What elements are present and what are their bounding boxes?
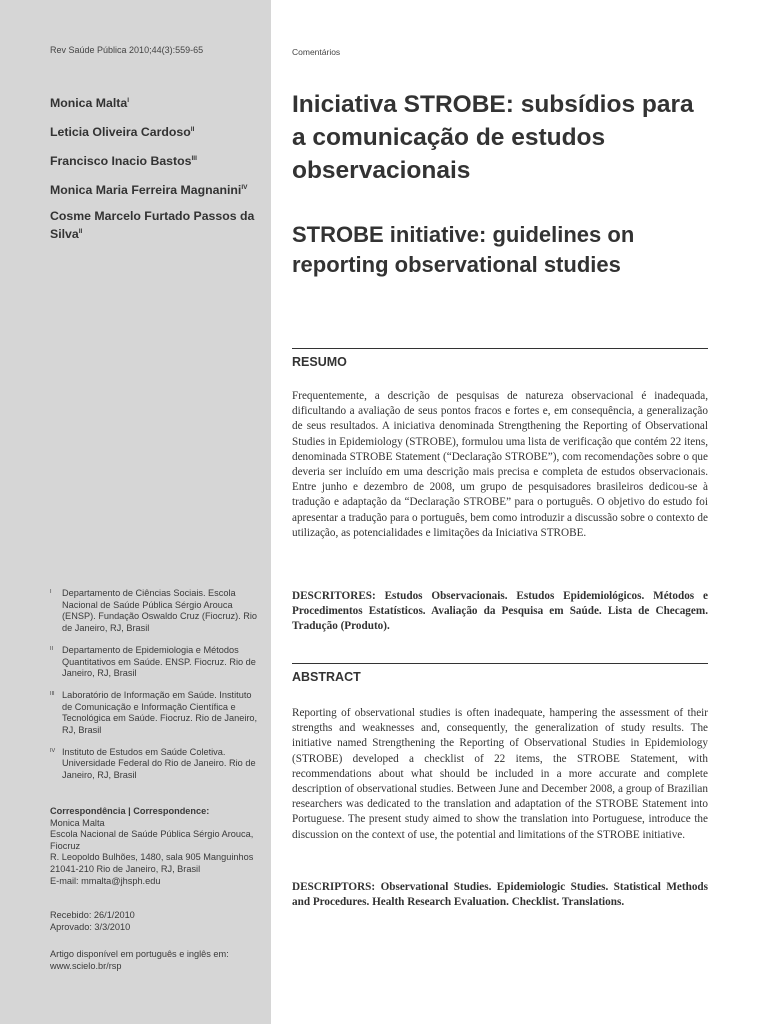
title-portuguese: Iniciativa STROBE: subsídios para a comunicação de estudos observacionais [292, 91, 694, 184]
affiliation-text: Departamento de Epidemiologia e Métodos Quantitativos em Saúde. ENSP. Fiocruz. Rio de Janeiro, RJ, Brasil [62, 644, 256, 679]
affiliation [50, 690, 260, 737]
left-sidebar [0, 0, 271, 1024]
affiliation-list [50, 588, 260, 792]
correspondence-email: E-mail: mmalta@jhsph.edu [50, 875, 161, 886]
descritores [292, 589, 708, 635]
resumo-heading: RESUMO [292, 355, 347, 369]
affiliation-text: Departamento de Ciências Sociais. Escola Nacional de Saúde Pública Sérgio Arouca (ENSP). Fundação Oswaldo Cruz (Fiocruz). Rio de Janeiro, RJ, Brasil [62, 588, 258, 634]
abstract-heading: ABSTRACT [292, 670, 361, 684]
affiliation-number: III [50, 690, 55, 697]
divider [292, 663, 708, 664]
descritores-label: DESCRITORES: [292, 590, 376, 602]
affiliation [50, 588, 260, 635]
correspondence-block [50, 806, 265, 887]
approved-date: Aprovado: 3/3/2010 [50, 921, 131, 932]
affiliation-text: Instituto de Estudos em Saúde Coletiva. Universidade Federal do Rio de Janeiro. Rio de Janeiro, RJ, Brasil [62, 746, 256, 781]
availability-note [50, 949, 265, 972]
author: Monica Maria Ferreira Magnanini$^{IV}$ [50, 183, 248, 197]
affiliation [50, 645, 260, 680]
author: Monica Malta$^I$ [50, 96, 130, 110]
availability-text: Artigo disponível em português e inglês em: [50, 949, 229, 959]
author-list [50, 93, 260, 253]
author: Leticia Oliveira Cardoso$^{II}$ [50, 125, 195, 139]
affiliation-number: II [50, 645, 54, 652]
affiliation-number: I [50, 589, 52, 595]
correspondence-heading: Correspondência | Correspondence: [50, 806, 210, 816]
affiliation-number: IV [50, 747, 56, 754]
author: Francisco Inacio Bastos$^{III}$ [50, 154, 197, 168]
title-english: STROBE initiative: guidelines on reporting observational studies [292, 222, 635, 277]
received-date: Recebido: 26/1/2010 [50, 910, 135, 920]
availability-url: www.scielo.br/rsp [50, 960, 122, 971]
correspondence-line: R. Leopoldo Bulhões, 1480, sala 905 Manguinhos [50, 852, 254, 863]
correspondence-line: Escola Nacional de Saúde Pública Sérgio Arouca, Fiocruz [50, 829, 254, 851]
dates-block [50, 910, 135, 933]
descriptors-label: DESCRIPTORS: [292, 881, 376, 893]
descriptors-text: Observational Studies. Epidemiologic Studies. Statistical Methods and Procedures. Health Research Evaluation. Checklist. Translations. [292, 881, 708, 909]
correspondence-line: 21041-210 Rio de Janeiro, RJ, Brasil [50, 863, 201, 874]
abstract-text: Reporting of observational studies is often inadequate, hampering the assessment of their strengths and weaknesses and, consequently, the generalization of study results. The initiative named Strengthening the Reporting of Observational Studies in Epidemiology (STROBE) developed a checklist of 22 items, the STROBE Statement, with recommendations about what should be included in a more accurate and complete description of observational studies. Between June and December 2008, a group of Brazilian researchers was dedicated to the translation and adaptation of the STROBE Statement into Portuguese. The present study aimed to show the translation into Portuguese, introduce the discussion on the context of use, the potential and limitations of the STROBE initiative. [292, 707, 708, 841]
correspondence-line: Monica Malta [50, 817, 105, 828]
divider [292, 348, 708, 349]
descritores-text: Estudos Observacionais. Estudos Epidemiológicos. Métodos e Procedimentos Estatísticos. Avaliação da Pesquisa em Saúde. Lista de Checagem. Tradução (Produto). [292, 590, 708, 633]
resumo-text: Frequentemente, a descrição de pesquisas de natureza observacional é inadequada, dificultando a avaliação de seus pontos fracos e fortes e, em consequência, a generalização de seus resultados. A iniciativa denominada Strengthening the Reporting of Observational Studies in Epidemiology (STROBE), formulou uma lista de verificação que contém 22 itens, denominada STROBE Statement (“Declaração STROBE”), com recomendações sobre o que deveria ser incluído em uma descrição mais precisa e completa de estudos observacionais. Entre junho e dezembro de 2008, um grupo de pesquisadores brasileiros dedicou-se à tradução e adaptação da “Declaração STROBE” para o português. O objetivo do estudo foi apresentar a tradução para o português, bem como introduzir a discussão sobre o contexto de utilização, as potencialidades e limitações da Iniciativa STROBE. [292, 390, 708, 539]
running-head: Rev Saúde Pública 2010;44(3):559-65 [50, 45, 204, 55]
author: Cosme Marcelo Furtado Passos da Silva$^{II}$ [50, 209, 255, 241]
affiliation [50, 747, 260, 782]
descriptors [292, 880, 708, 910]
section-label: Comentários [292, 47, 341, 57]
affiliation-text: Laboratório de Informação em Saúde. Instituto de Comunicação e Informação Científica e Tecnológica em Saúde. Fiocruz. Rio de Janeiro, RJ, Brasil [62, 689, 258, 736]
